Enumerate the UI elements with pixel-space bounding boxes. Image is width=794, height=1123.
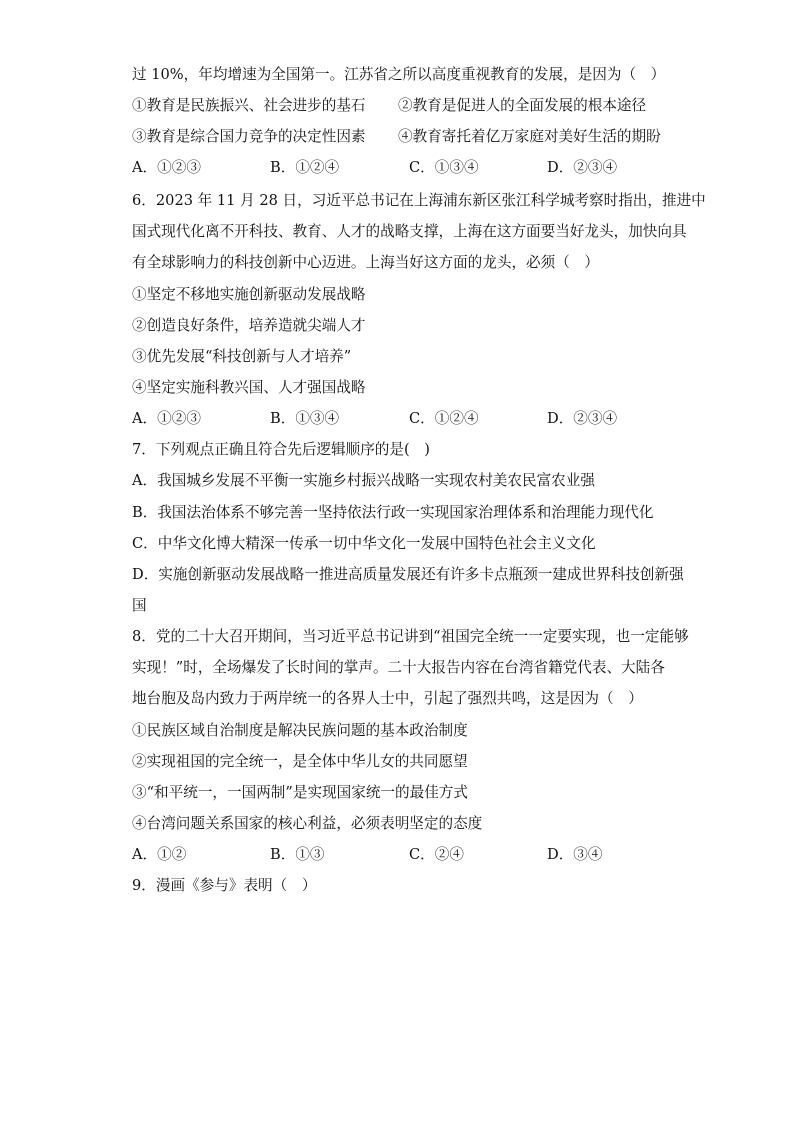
q5-option-c[interactable]: C．①③④	[409, 159, 479, 176]
q6-option-d[interactable]: D．②③④	[547, 410, 618, 427]
q8-statement-1: ①民族区域自治制度是解决民族问题的基本政治制度	[132, 722, 468, 739]
q5-statements-row-1	[132, 96, 652, 116]
q6-option-c[interactable]: C．①②④	[409, 410, 479, 427]
q8-option-a[interactable]: A．①②	[132, 846, 187, 863]
q5-stem: 过 10%，年均增速为全国第一。江苏省之所以高度重视教育的发展，是因为（ ）	[132, 66, 666, 83]
q6-option-a[interactable]: A．①②③	[132, 410, 201, 427]
q6-stem-line-1: 6．2023 年 11 月 28 日，习近平总书记在上海浦东新区张江科学城考察时指出，推进中	[132, 192, 706, 209]
q5-statement-3: ③教育是综合国力竞争的决定性因素	[132, 128, 366, 145]
q8-statement-3: ③“和平统一，一国两制”是实现国家统一的最佳方式	[132, 784, 468, 801]
q8-stem-line-1: 8．党的二十大召开期间，当习近平总书记讲到“祖国完全统一一定要实现，也一定能够	[132, 628, 689, 645]
q6-statement-3: ③优先发展“科技创新与人才培养”	[132, 348, 352, 365]
q6-options	[132, 409, 652, 429]
q8-stem-line-2: 实现！”时，全场爆发了长时间的掌声。二十大报告内容在台湾省籍党代表、大陆各	[132, 659, 665, 676]
q5-options	[132, 158, 652, 178]
q5-statement-2: ②教育是促进人的全面发展的根本途径	[398, 97, 647, 114]
q7-option-d-line-1[interactable]: D．实施创新驱动发展战略一推进高质量发展还有许多卡点瓶颈一建成世界科技创新强	[132, 566, 684, 583]
q8-stem-line-3: 地台胞及岛内致力于两岸统一的各界人士中，引起了强烈共鸣，这是因为（ ）	[132, 690, 643, 707]
q8-option-c[interactable]: C．②④	[409, 846, 464, 863]
q5-statements-row-2	[132, 127, 661, 147]
q8-options	[132, 845, 652, 865]
q7-option-c[interactable]: C．中华文化博大精深一传承一切中华文化一发展中国特色社会主义文化	[132, 535, 596, 552]
q7-option-d-line-2[interactable]: 国	[132, 597, 147, 614]
q5-option-b[interactable]: B．①②④	[270, 159, 340, 176]
q6-statement-4: ④坚定实施科教兴国、人才强国战略	[132, 379, 366, 396]
q5-option-d[interactable]: D．②③④	[547, 159, 618, 176]
q7-option-a[interactable]: A．我国城乡发展不平衡一实施乡村振兴战略一实现农村美农民富农业强	[132, 472, 595, 489]
q8-statement-2: ②实现祖国的完全统一，是全体中华儿女的共同愿望	[132, 753, 468, 770]
q9-stem: 9．漫画《参与》表明（ ）	[132, 877, 317, 894]
q5-statement-4: ④教育寄托着亿万家庭对美好生活的期盼	[398, 128, 661, 145]
q5-option-a[interactable]: A．①②③	[132, 159, 201, 176]
q6-option-b[interactable]: B．①③④	[270, 410, 340, 427]
q8-statement-4: ④台湾问题关系国家的核心利益，必须表明坚定的态度	[132, 815, 483, 832]
q7-stem: 7．下列观点正确且符合先后逻辑顺序的是( )	[132, 441, 430, 458]
q5-statement-1: ①教育是民族振兴、社会进步的基石	[132, 97, 366, 114]
q8-option-d[interactable]: D．③④	[547, 846, 603, 863]
q7-option-b[interactable]: B．我国法治体系不够完善一坚持依法行政一实现国家治理体系和治理能力现代化	[132, 504, 654, 521]
q6-stem-line-3: 有全球影响力的科技创新中心迈进。上海当好这方面的龙头，必须（ ）	[132, 254, 600, 271]
q6-statement-2: ②创造良好条件，培养造就尖端人才	[132, 317, 366, 334]
q8-option-b[interactable]: B．①③	[270, 846, 325, 863]
q6-statement-1: ①坚定不移地实施创新驱动发展战略	[132, 286, 366, 303]
q6-stem-line-2: 国式现代化离不开科技、教育、人才的战略支撑，上海在这方面要当好龙头，加快向具	[132, 223, 687, 240]
